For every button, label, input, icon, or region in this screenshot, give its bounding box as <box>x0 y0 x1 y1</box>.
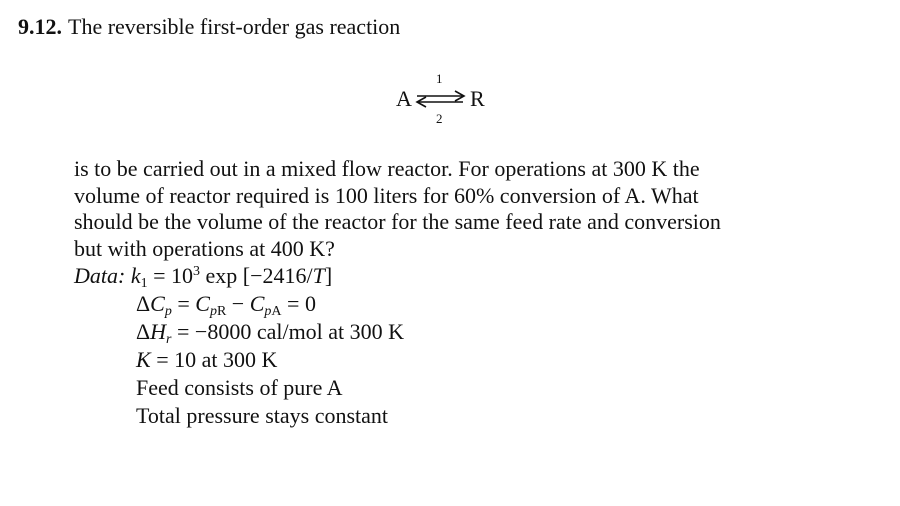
problem-statement <box>74 156 834 262</box>
equilibrium-arrows-icon <box>413 86 469 112</box>
statement-line: should be the volume of the reactor for the same feed rate and conversion <box>74 209 721 234</box>
data-delta-h-line: $\Delta H_r = -8000$ cal/mol at 300 K <box>136 319 405 347</box>
forward-rate-index: 1 <box>436 71 443 86</box>
statement-line: volume of reactor required is 100 liters for 60% conversion of A. What <box>74 182 699 208</box>
product-species: R <box>470 86 485 111</box>
data-k-line: K = 10 at 300 K <box>136 347 278 372</box>
data-k1-line: Data: $k_1 = 10^3$ exp [−2416/T] <box>74 263 333 291</box>
data-pressure-line: Total pressure stays constant <box>136 403 389 428</box>
problem-title: The reversible first-order gas reaction <box>68 14 401 39</box>
statement-line: but with operations at 400 K? <box>74 235 335 261</box>
data-label: Data: <box>74 263 126 288</box>
data-delta-cp-line: $\Delta C_p = C_{pR} - C_{pA} = 0$ <box>136 291 316 319</box>
problem-heading <box>18 13 400 41</box>
reverse-rate-index: 2 <box>436 111 443 126</box>
problem-number: 9.12. <box>18 14 62 39</box>
reaction-equation <box>396 72 506 132</box>
statement-line: is to be carried out in a mixed flow reactor. For operations at 300 K the <box>74 156 700 181</box>
data-feed-line: Feed consists of pure A <box>136 375 343 400</box>
reactant-species: A <box>396 86 412 111</box>
